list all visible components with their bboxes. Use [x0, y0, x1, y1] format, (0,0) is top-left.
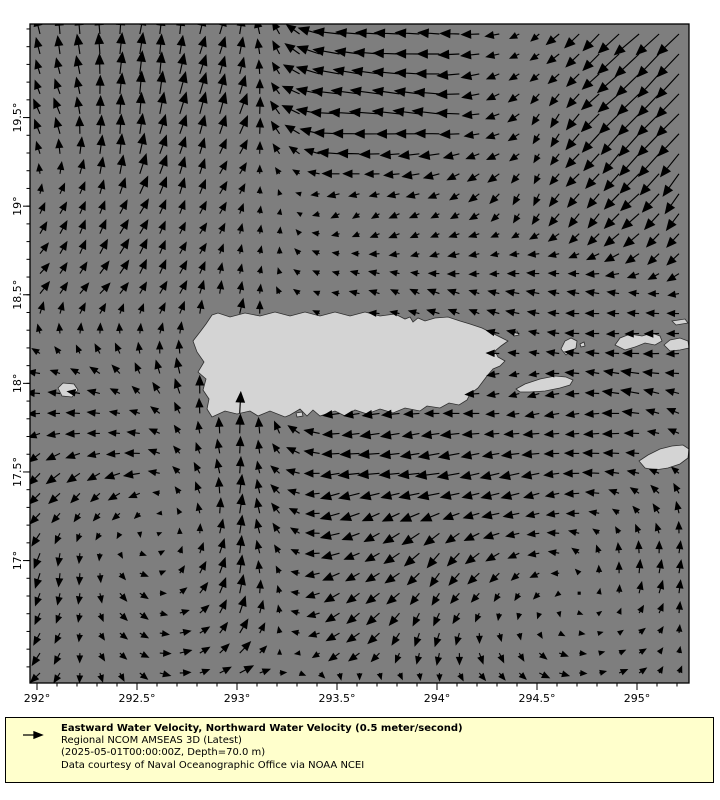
y-tick-label: 18° [11, 373, 24, 394]
legend-text [61, 723, 463, 772]
legend-title: Eastward Water Velocity, Northward Water Velocity (0.5 meter/second) [61, 723, 463, 734]
x-tick-label: 295° [623, 692, 651, 705]
legend-credit: Data courtesy of Naval Oceanographic Office via NOAA NCEI [61, 759, 365, 771]
legend-timestamp: (2025-05-01T00:00:00Z, Depth=70.0 m) [61, 747, 266, 759]
y-tick-label: 19.5° [11, 102, 24, 133]
reference-arrow-icon [22, 729, 56, 741]
x-tick-label: 293° [223, 692, 251, 705]
x-tick-label: 294.5° [518, 692, 556, 705]
y-tick-label: 17° [11, 550, 24, 571]
y-tick-label: 18.5° [11, 279, 24, 310]
y-tick-label: 19° [11, 196, 24, 216]
legend-dataset: Regional NCOM AMSEAS 3D (Latest) [61, 735, 242, 747]
legend-box [5, 717, 714, 783]
x-tick-label: 292.5° [118, 692, 156, 705]
x-tick-label: 292° [23, 692, 51, 705]
x-tick-label: 294° [423, 692, 451, 705]
y-tick-label: 17.5° [11, 456, 24, 487]
island-caja_islet [296, 412, 303, 417]
x-tick-label: 293.5° [318, 692, 356, 705]
